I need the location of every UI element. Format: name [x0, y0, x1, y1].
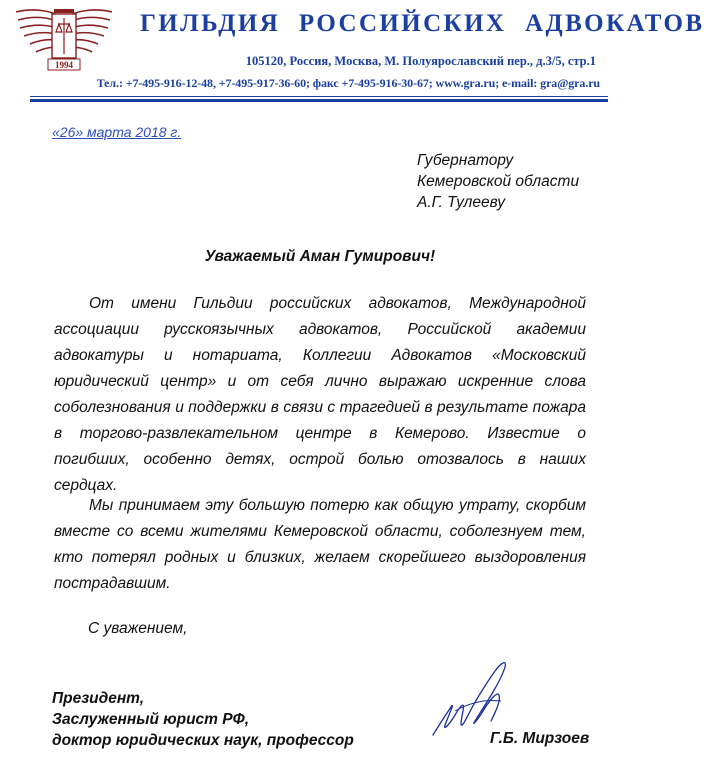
recipient-line-2: Кемеровской области: [417, 173, 580, 190]
signatory-title-2: Заслуженный юрист РФ,: [52, 711, 250, 728]
header-divider-thin: [30, 96, 608, 97]
organization-contacts: Тел.: +7-495-916-12-48, +7-495-917-36-60; факс +7-495-916-30-67; www.gra.ru; e-mail: gra@gra.ru: [96, 76, 600, 90]
paragraph-1: От имени Гильдии российских адвокатов, Международной ассоциации русскоязычных адвокатов, Российской академии адвокатуры и нотариата, Коллегии Адвокатов «Московский юридический центр» и от себя лично выражаю искренние слова соболезнования и поддержки в связи с трагедией в результате пожара в торгово-развлекательном центре в Кемерово. Известие о погибших, особенно детях, острой болью отозвалось в наших сердцах.: [54, 295, 586, 494]
recipient-line-1: Губернатору: [417, 152, 514, 169]
recipient-block: [417, 150, 579, 213]
signatory-name: Г.Б. Мирзоев: [490, 730, 590, 747]
signatory-titles: [52, 688, 354, 751]
signatory-title-3: доктор юридических наук, профессор: [52, 732, 354, 749]
header-divider-thick: [30, 99, 608, 102]
organization-address: 105120, Россия, Москва, М. Полуярославский пер., д.3/5, стр.1: [245, 54, 596, 68]
closing: С уважением,: [88, 620, 188, 637]
recipient-line-3: А.Г. Тулееву: [417, 194, 505, 211]
signatory-title-1: Президент,: [52, 690, 145, 707]
salutation: Уважаемый Аман Гумирович!: [204, 248, 436, 265]
letter-date: «26» марта 2018 г.: [52, 124, 182, 140]
organization-name: ГИЛЬДИЯ РОССИЙСКИХ АДВОКАТОВ: [140, 10, 704, 37]
logo-year: 1994: [55, 60, 73, 70]
paragraph-2: Мы принимаем эту большую потерю как общую утрату, скорбим вместе со всеми жителями Кемеровской области, соболезнуем тем, кто потерял родных и близких, желаем скорейшего выздоровления пострадавшим.: [54, 497, 586, 592]
guild-logo-icon: [12, 6, 116, 72]
